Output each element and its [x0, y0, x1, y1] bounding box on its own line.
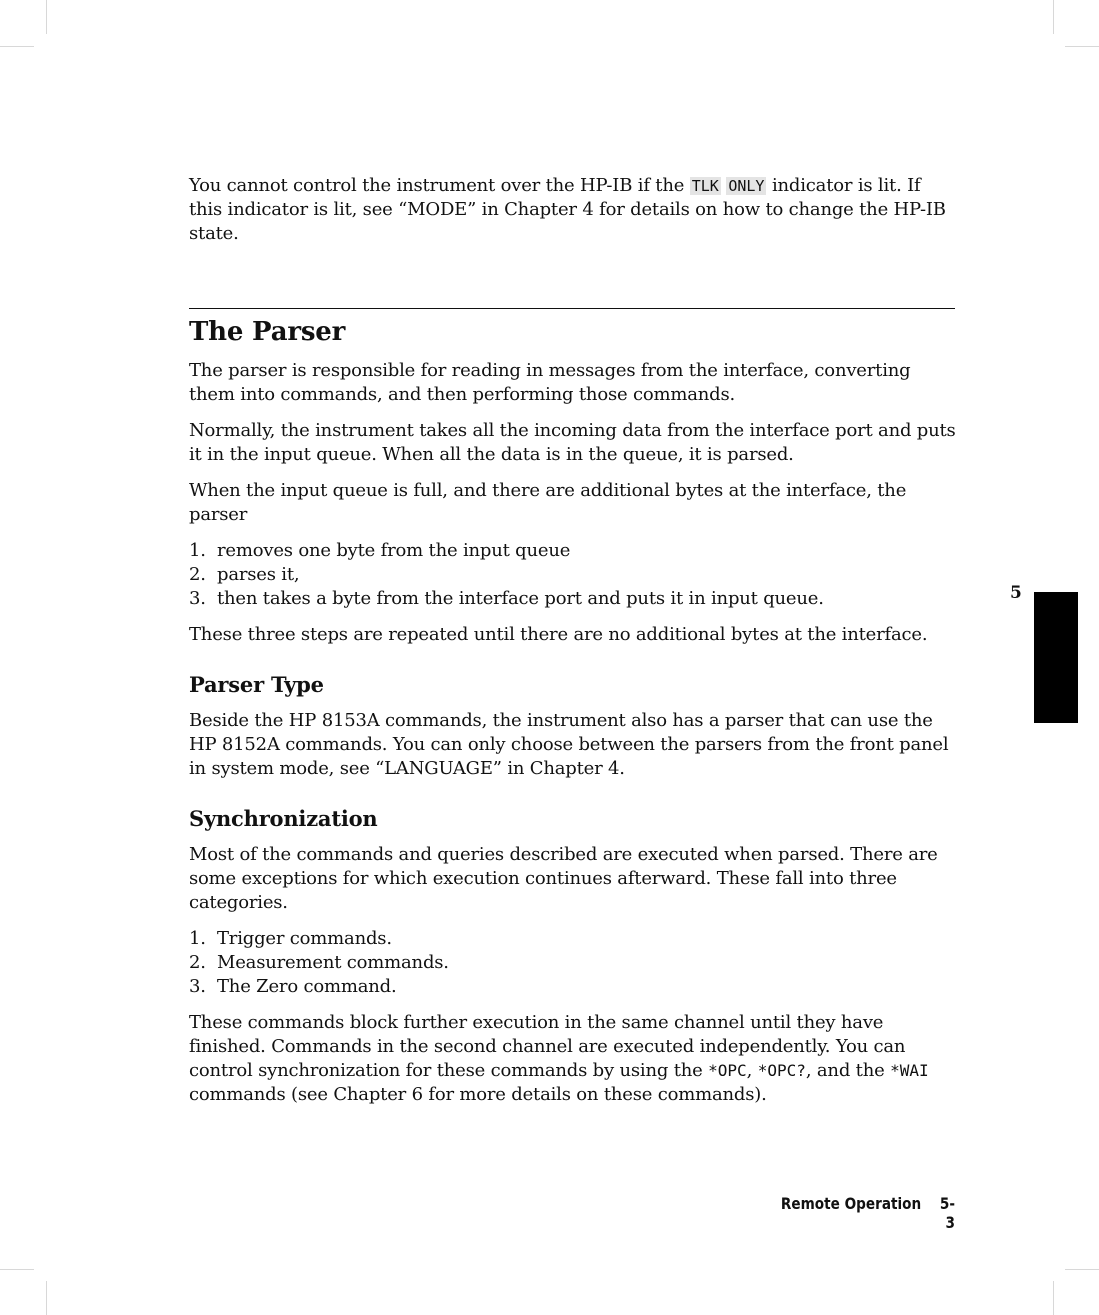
- sync-categories-list: [189, 927, 959, 999]
- parser-paragraph-4: These three steps are repeated until there are no additional bytes at the interface.: [189, 624, 928, 645]
- list-item: 3. then takes a byte from the interface port and puts it in input queue.: [189, 588, 824, 609]
- crop-mark: [0, 1269, 34, 1270]
- wai-command: *WAI: [890, 1061, 929, 1080]
- crop-mark: [0, 46, 34, 47]
- page-content: [189, 174, 959, 1119]
- page-footer: [772, 1194, 955, 1232]
- opc-command: *OPC: [708, 1061, 747, 1080]
- list-item: 2. parses it,: [189, 564, 300, 585]
- subsection-title-parser-type: Parser Type: [189, 672, 324, 697]
- only-indicator-key: ONLY: [728, 177, 765, 195]
- section-divider: [189, 308, 955, 309]
- section-title-the-parser: The Parser: [189, 317, 346, 347]
- chapter-tab-number: 5: [1010, 583, 1022, 603]
- chapter-tab-marker: [1034, 592, 1078, 723]
- sync-paragraph-2: These commands block further execution in the same channel until they have finished. Commands in the second channel are executed independently. You can control synchronization for these commands by using the *OPC, *OPC?, and the *WAI commands (see Chapter 6 for more details on these commands).: [189, 1012, 929, 1105]
- opc-query-command: *OPC?: [757, 1061, 806, 1080]
- parser-paragraph-1: The parser is responsible for reading in messages from the interface, converting them into commands, and then performing those commands.: [189, 360, 911, 405]
- list-item: 1. Trigger commands.: [189, 928, 392, 949]
- parser-paragraph-2: Normally, the instrument takes all the incoming data from the interface port and puts it in the input queue. When all the data is in the queue, it is parsed.: [189, 420, 956, 465]
- parser-type-paragraph: Beside the HP 8153A commands, the instrument also has a parser that can use the HP 8152A commands. You can only choose between the parsers from the front panel in system mode, see “LANGUAGE” in Chapter 4.: [189, 710, 949, 779]
- crop-mark: [46, 0, 47, 34]
- crop-mark: [1053, 0, 1054, 34]
- parser-steps-list: [189, 539, 959, 611]
- list-item: 3. The Zero command.: [189, 976, 397, 997]
- crop-mark: [46, 1281, 47, 1315]
- tlk-indicator-key: TLK: [691, 177, 719, 195]
- crop-mark: [1053, 1281, 1054, 1315]
- list-item: 1. removes one byte from the input queue: [189, 540, 571, 561]
- intro-paragraph: You cannot control the instrument over the HP-IB if the TLK ONLY indicator is lit. If this indicator is lit, see “MODE” in Chapter 4 for details on how to change the HP-IB state.: [189, 175, 946, 244]
- footer-section-title: Remote Operation: [780, 1194, 922, 1213]
- subsection-title-synchronization: Synchronization: [189, 806, 378, 831]
- sync-paragraph-1: Most of the commands and queries described are executed when parsed. There are some exceptions for which execution continues afterward. These fall into three categories.: [189, 844, 938, 913]
- footer-page-number: 5-3: [939, 1194, 955, 1232]
- crop-mark: [1065, 46, 1099, 47]
- crop-mark: [1065, 1269, 1099, 1270]
- list-item: 2. Measurement commands.: [189, 952, 449, 973]
- parser-paragraph-3: When the input queue is full, and there are additional bytes at the interface, the parser: [189, 480, 907, 525]
